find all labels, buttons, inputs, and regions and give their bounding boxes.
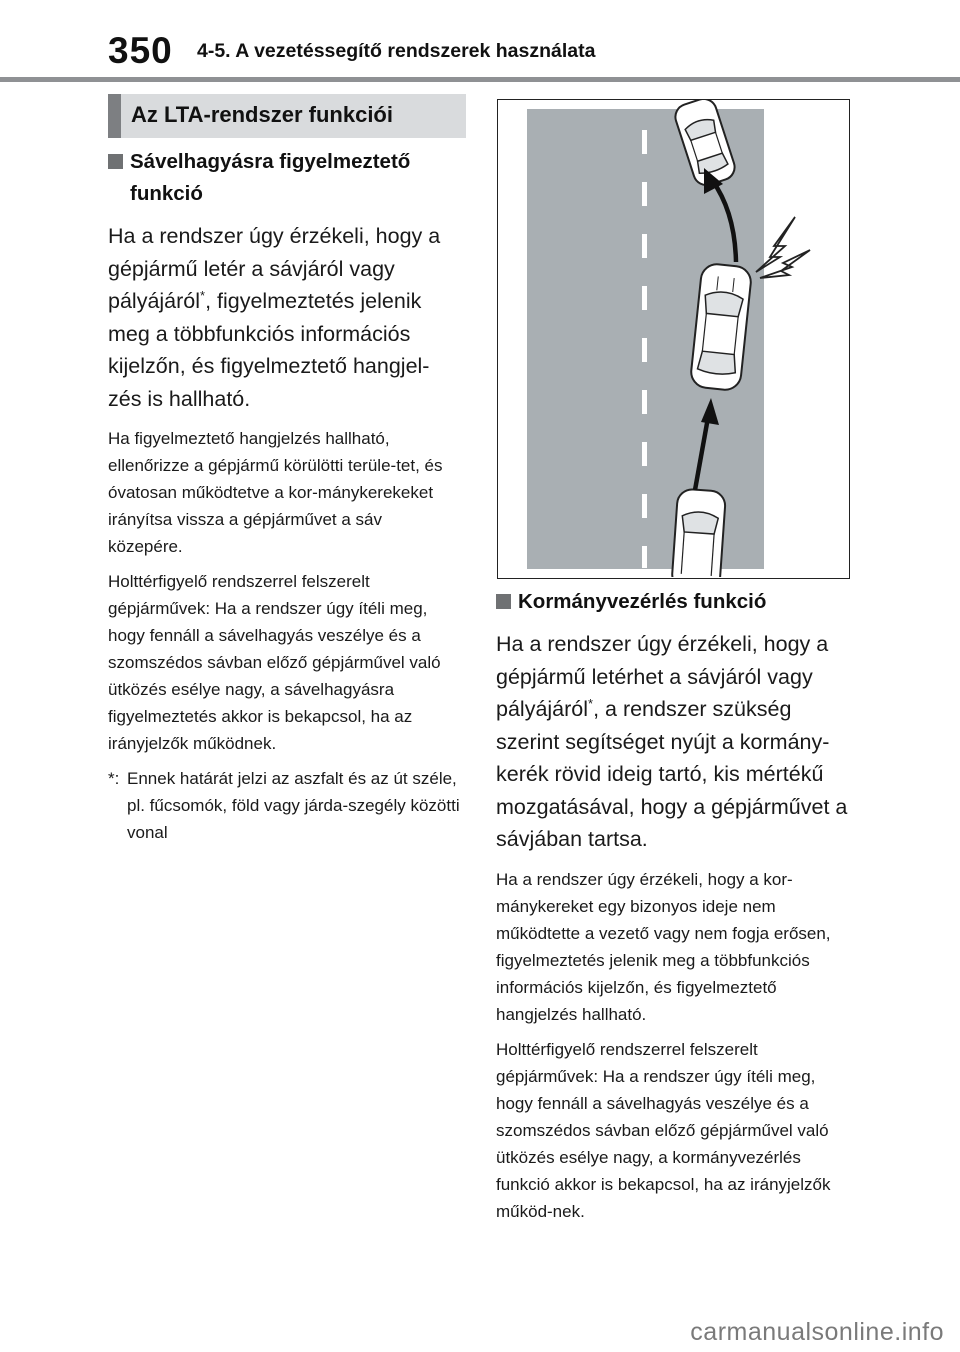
steering-assist-para-2: Ha a rendszer úgy érzékeli, hogy a kor-mánykereket egy bizonyos ideje nem működtette a vezető vagy nem fogja erősen, figyelmeztetés jelenik meg a többfunkciós információs kijelzőn, és figyelmeztető hangjelzés hallható.: [496, 869, 831, 1024]
footnote-ref: *: [588, 695, 594, 711]
steering-assist-intro: [496, 628, 856, 856]
heading-line-1: Sávelhagyásra figyelmeztető: [130, 150, 411, 173]
steering-assist-para-3: Holttérfigyelő rendszerrel felszerelt gépjárművek: Ha a rendszer úgy ítéli meg, hogy fennáll a sávelhagyás veszélye és a szomszédos sávban előző gépjárművel való ütközés esélye nagy, a kormányvezérlés funkció akkor is bekapcsol, ha az irányjelzők működ-nek.: [496, 1039, 831, 1221]
square-bullet-icon: [496, 594, 511, 609]
left-column: [108, 146, 460, 846]
lane-departure-intro: [108, 220, 460, 415]
footnote-mark: *:: [108, 769, 120, 788]
intro-text-cont: , a rendszer szükség szerint segítséget nyújt a kormány-kerék rövid ideig tartó, kis mértékű mozgatásával, hogy a gépjárművet a sávjában tartsa.: [496, 697, 848, 851]
footnote: [108, 765, 460, 846]
lane-departure-para-2: Ha figyelmeztető hangjelzés hallható, ellenőrizze a gépjármű körülötti terüle-tet, és óvatosan működtetve a kor-mánykerekeket irányítsa vissza a gépjárművet a sáv közepére.: [108, 429, 443, 556]
watermark: carmanualsonline.info: [690, 1318, 944, 1346]
section-title-box: [108, 94, 466, 138]
heading-text: Kormányvezérlés funkció: [518, 590, 767, 613]
car-bottom-icon: [671, 488, 726, 577]
footnote-ref: *: [200, 287, 206, 303]
header-rule: [0, 77, 960, 82]
heading-line-2: funkció: [130, 182, 203, 205]
footnote-text: Ennek határát jelzi az aszfalt és az út széle, pl. fűcsomók, föld vagy járda-szegély közötti vonal: [127, 769, 460, 842]
section-title: Az LTA-rendszer funkciói: [131, 102, 393, 127]
intro-text: Ha a rendszer úgy érzékeli, hogy a gépjármű letérhet a sávjáról vagy pályájáról: [496, 632, 829, 721]
lane-departure-illustration: [497, 99, 850, 579]
left-edge-line: [522, 109, 527, 569]
intro-text-cont: , figyelmeztetés jelenik meg a többfunkciós információs kijelzőn, és figyelmeztető hangjel-zés is hallható.: [108, 289, 430, 411]
lane-departure-para-3: Holttérfigyelő rendszerrel felszerelt gépjárművek: Ha a rendszer úgy ítéli meg, hogy fennáll a sávelhagyás veszélye és a szomszédos sávban előző gépjárművel való ütközés esélye nagy, a sávelhagyásra figyelmeztetés akkor is bekapcsol, ha az irányjelzők működnek.: [108, 572, 441, 753]
chapter-title: 4-5. A vezetéssegítő rendszerek használata: [197, 40, 596, 62]
intro-text: Ha a rendszer úgy érzékeli, hogy a gépjármű letér a sávjáról vagy pályájáról: [108, 224, 441, 313]
center-dashed-line: [642, 130, 647, 568]
section-title-bar: [108, 94, 121, 138]
square-bullet-icon: [108, 154, 123, 169]
right-column: [496, 586, 856, 1233]
page-number: 350: [108, 30, 173, 71]
heading-steering-assist: [496, 586, 856, 618]
heading-lane-departure: [108, 146, 460, 210]
right-edge-line: [764, 109, 769, 569]
